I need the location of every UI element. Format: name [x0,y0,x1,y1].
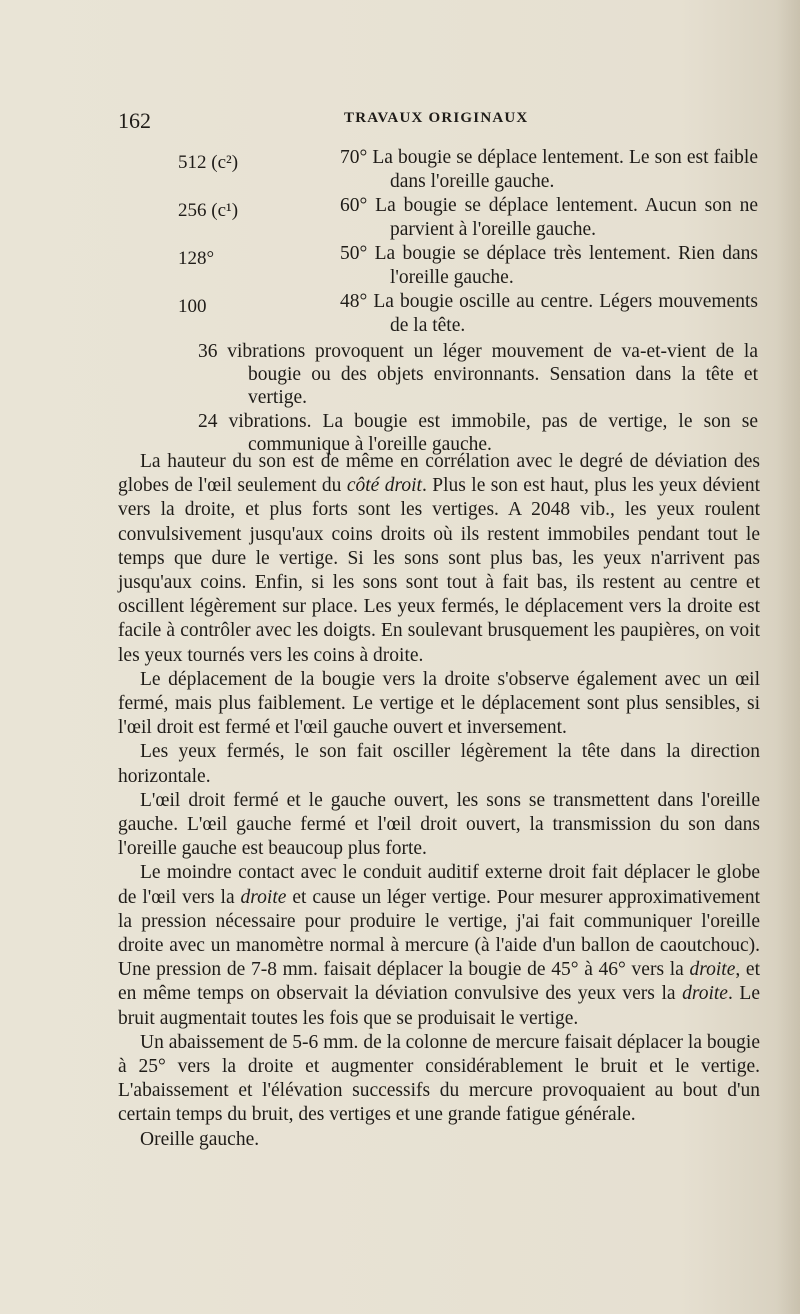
running-title: TRAVAUX ORIGINAUX [344,110,529,126]
frequency-table [0,146,800,338]
page-number: 162 [118,108,151,133]
paragraph: Le moindre contact avec le conduit auditif externe droit fait déplacer le globe de l'œil vers la droite et cause un léger vertige. Pour mesurer approximativement la pression nécessaire pour produire le vertige, j'ai fait communiquer l'oreille droite avec un manomètre normal à mercure (à l'aide d'un ballon de caoutchouc). Une pression de 7-8 mm. faisait déplacer la bougie de 45° à 46° vers la droite, et en même temps on observait la déviation convulsive des yeux vers la droite. Le bruit augmentait toutes les fois que se produisait le vertige. [118,862,760,1029]
vibration-note: 36 vibrations provoquent un léger mouvement de va-et-vient de la bougie ou des objets environnants. Sensation dans la tête et vertige. [198,341,758,408]
page-header [118,108,758,138]
vibration-note: 24 vibrations. La bougie est immobile, pas de vertige, le son se communique à l'oreille gauche. [198,411,758,455]
frequency-value: 256 (c¹) [178,200,239,221]
frequency-value: 512 (c²) [178,152,239,173]
frequency-description: 70° La bougie se déplace lentement. Le son est faible dans l'oreille gauche. [340,147,758,192]
paragraph: L'œil droit fermé et le gauche ouvert, les sons se transmettent dans l'oreille gauche. L'œil gauche fermé et l'œil droit ouvert, la transmission du son dans l'oreille gauche est beaucoup plus forte. [118,789,760,860]
frequency-entry [0,146,800,194]
frequency-value: 128° [178,248,215,269]
paragraph: Oreille gauche. [140,1128,260,1150]
emphasis: côté droit [346,475,422,497]
frequency-entry [0,290,800,338]
body-text [118,450,760,1152]
paragraph: Le déplacement de la bougie vers la droite s'observe également avec un œil fermé, mais plus faiblement. Le vertige et le déplacement sont plus sensibles, si l'œil droit est fermé et l'œil gauche ouvert et inversement. [118,668,760,739]
frequency-description: 60° La bougie se déplace lentement. Aucun son ne parvient à l'oreille gauche. [340,195,758,240]
frequency-value: 100 [178,296,207,317]
frequency-entry [0,242,800,290]
frequency-description: 48° La bougie oscille au centre. Légers mouvements de la tête. [340,291,758,336]
paragraph: Un abaissement de 5-6 mm. de la colonne de mercure faisait déplacer la bougie à 25° vers la droite et augmenter considérablement le bruit et le vertige. L'abaissement et l'élévation successifs du mercure provoquaient au bout d'un certain temps du bruit, des vertiges et une grande fatigue générale. [118,1031,760,1126]
emphasis: droite [689,959,736,981]
emphasis: droite [240,886,287,908]
frequency-entry [0,194,800,242]
frequency-description: 50° La bougie se déplace très lentement. Rien dans l'oreille gauche. [340,243,758,288]
emphasis: droite [682,983,728,1005]
paragraph: La hauteur du son est de même en corrélation avec le degré de déviation des globes de l'œil seulement du côté droit. Plus le son est haut, plus les yeux dévient vers la droite, et plus forts sont les vertiges. A 2048 vib., les yeux roulent convulsivement jusqu'aux coins droits où ils restent immobiles pendant tout le temps que dure le vertige. Si les sons sont plus bas, les yeux n'arrivent pas jusqu'aux coins. Enfin, si les sons sont tout à fait bas, ils restent au centre et oscillent légèrement sur place. Les yeux fermés, le déplacement vers la droite est facile à contrôler avec les doigts. En soulevant brusquement les paupières, on voit les yeux tournés vers les coins à droite. [118,451,760,666]
paragraph: Les yeux fermés, le son fait osciller légèrement la tête dans la direction horizontale. [118,741,760,787]
